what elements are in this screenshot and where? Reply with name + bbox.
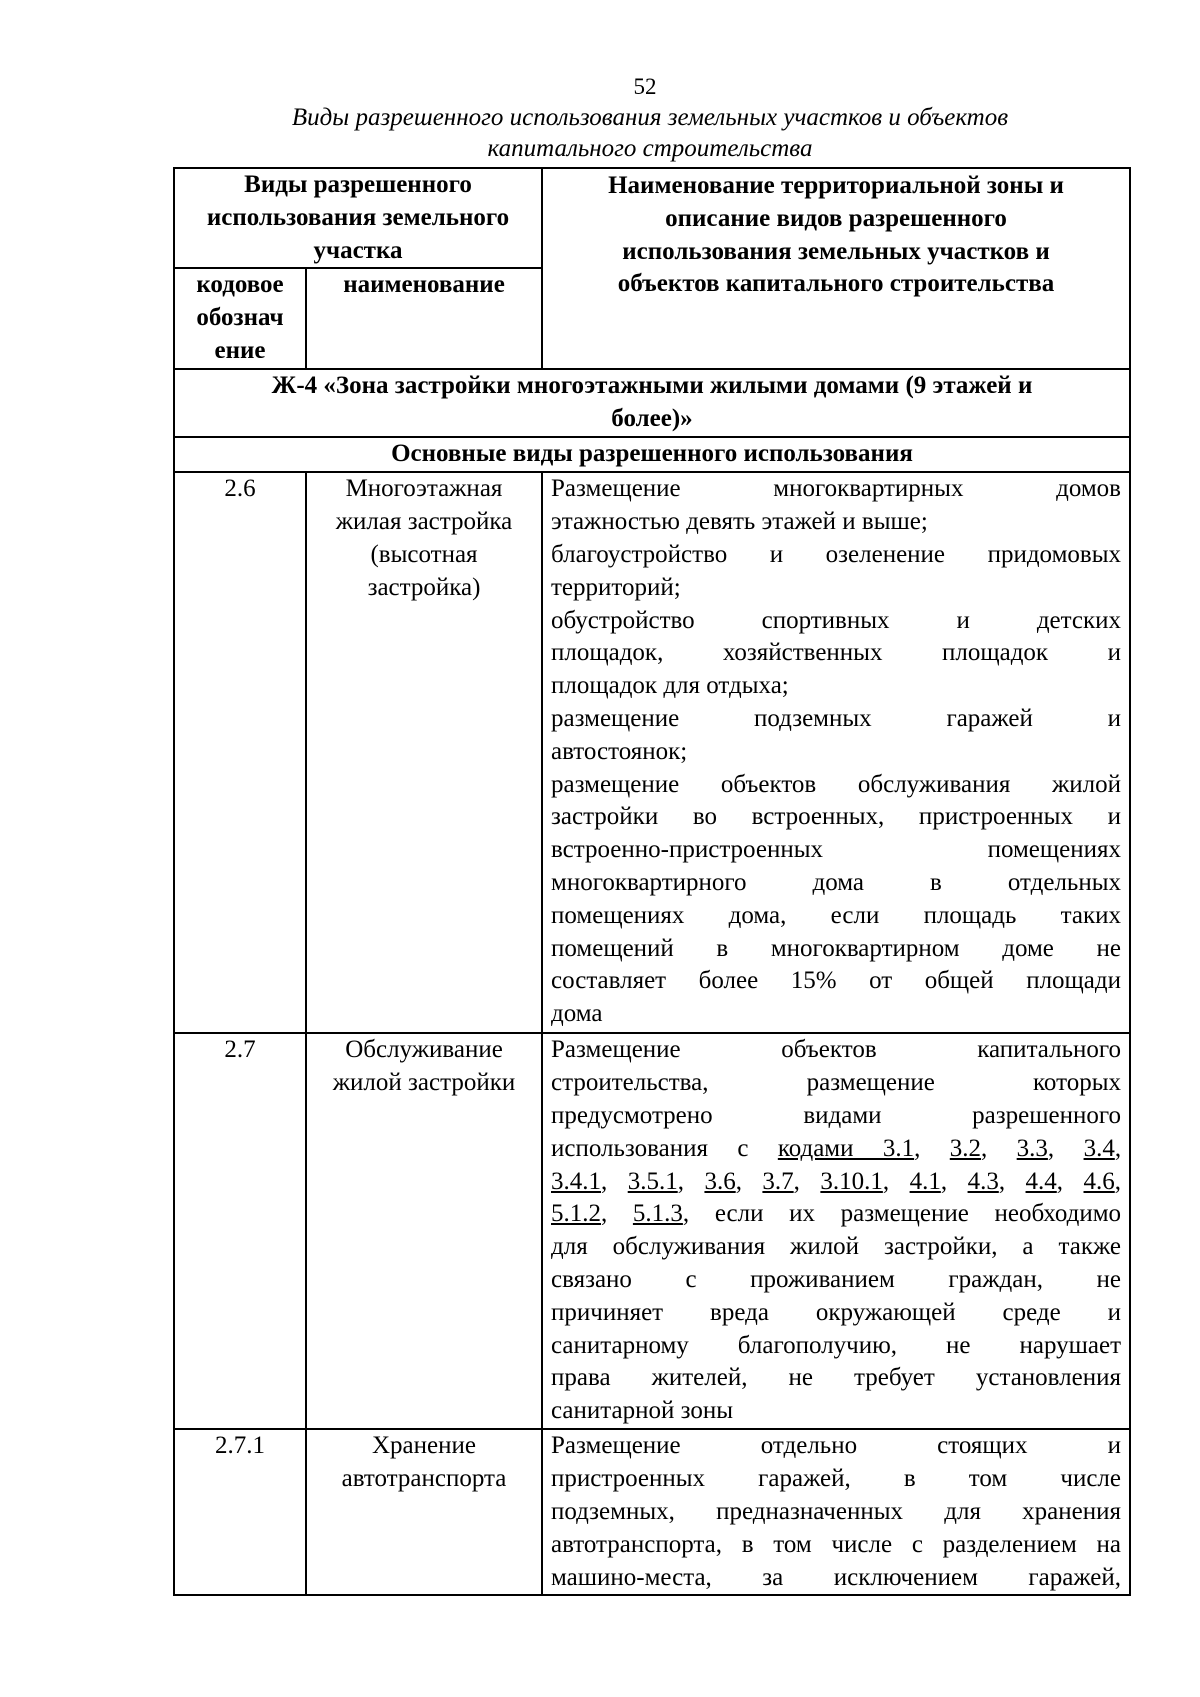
row-name: Многоэтажная жилая застройка (высотная застройка): [306, 472, 542, 1033]
header-code: кодовое обознач ение: [174, 268, 306, 369]
row-name: Обслуживание жилой застройки: [306, 1033, 542, 1429]
code-link[interactable]: 4.6: [1083, 1167, 1115, 1195]
table-row: [174, 1033, 1130, 1429]
table-row: [174, 472, 1130, 1033]
table-caption: [200, 102, 1100, 164]
section-title: Основные виды разрешенного использования: [174, 437, 1130, 472]
code-link[interactable]: 3.2: [949, 1134, 982, 1162]
page-number: 52: [633, 74, 657, 99]
row-code: 2.7.1: [174, 1429, 306, 1595]
code-link[interactable]: 3.4.1: [551, 1167, 601, 1195]
code-link[interactable]: 4.1: [909, 1167, 941, 1195]
code-link[interactable]: 5.1.2: [551, 1200, 601, 1228]
row-code: 2.7: [174, 1033, 306, 1429]
land-use-table: [173, 167, 1131, 1596]
row-description: Размещение многоквартирных домов этажностью девять этажей и выше; благоустройство и озеленение придомовых территорий; обустройство спортивных и детских площадок, хозяйственных площадок и площадок для отдыха; размещение подземных гаражей и автостоянок; размещение объектов обслуживания жилой застройки во встроенных, пристроенных и встроенно-пристроенных помещениях многоквартирного дома в отдельных помещениях дома, если площадь таких помещений в многоквартирном доме не составляет более 15% от общей площади дома: [542, 472, 1130, 1033]
row-description: Размещение отдельно стоящих и пристроенных гаражей, в том числе подземных, предназначенных для хранения автотранспорта, в том числе с разделением на машино-места, за исключением гаражей,: [542, 1429, 1130, 1595]
row-description: Размещение объектов капитального строительства, размещение которых предусмотрено видами разрешенного использования с кодами 3.1, 3.2, 3.3, 3.4, 3.4.1, 3.5.1, 3.6, 3.7, 3.10.1, 4.1, 4.3, 4.4, 4.6, 5.1.2, 5.1.3, если их размещение необходимо для обслуживания жилой застройки, а также связано с проживанием граждан, не причиняет вреда окружающей среде и санитарному благополучию, не нарушает права жителей, не требует установления санитарной зоны: [542, 1033, 1130, 1429]
code-link[interactable]: 3.3: [1016, 1134, 1048, 1162]
caption-line: Виды разрешенного использования земельных участков и объектов: [291, 104, 1009, 131]
code-link[interactable]: кодами 3.1: [777, 1134, 915, 1162]
row-name: Хранение автотранспорта: [306, 1429, 542, 1595]
code-link[interactable]: 4.3: [967, 1167, 999, 1195]
code-link[interactable]: 3.4: [1083, 1134, 1115, 1162]
code-link[interactable]: 3.5.1: [627, 1167, 678, 1195]
code-link[interactable]: 3.6: [704, 1167, 736, 1195]
code-link[interactable]: 3.10.1: [820, 1167, 883, 1195]
header-zone-description: Наименование территориальной зоны и описание видов разрешенного использования земельных участков и объектов капитального строительства: [542, 168, 1130, 369]
zone-title: Ж-4 «Зона застройки многоэтажными жилыми домами (9 этажей и более)»: [174, 369, 1130, 437]
table-row: [174, 1429, 1130, 1595]
header-land-use-types: Виды разрешенного использования земельного участка: [174, 168, 542, 268]
code-link[interactable]: 5.1.3: [632, 1200, 683, 1228]
row-code: 2.6: [174, 472, 306, 1033]
code-link[interactable]: 4.4: [1025, 1167, 1057, 1195]
code-link[interactable]: 3.7: [762, 1167, 794, 1195]
header-name: наименование: [306, 268, 542, 369]
caption-line: капитального строительства: [487, 135, 813, 162]
